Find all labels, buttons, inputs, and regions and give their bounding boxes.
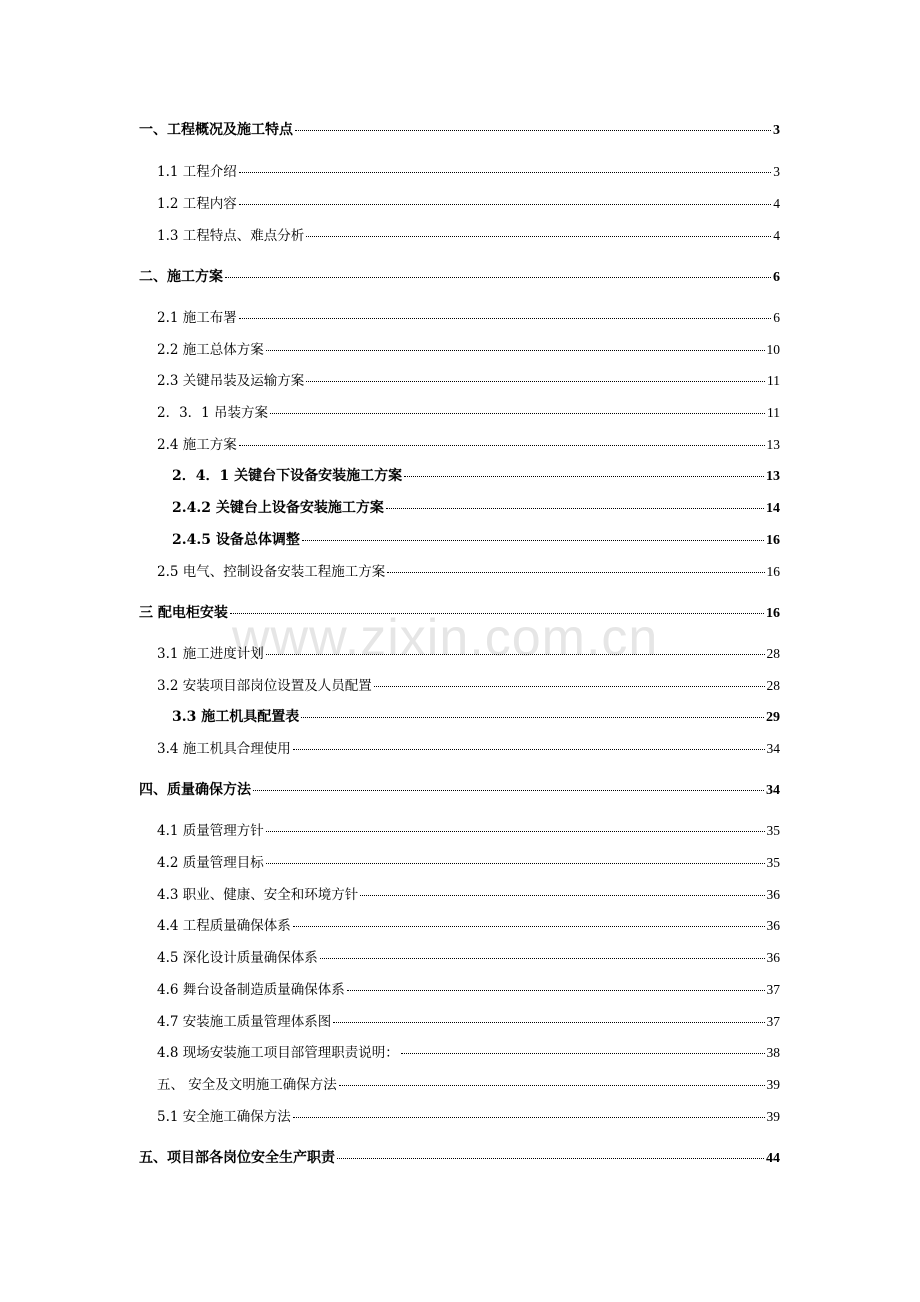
toc-entry-4-3[interactable] — [157, 886, 780, 904]
toc-entry-4-5[interactable] — [157, 949, 780, 967]
dot-leader — [302, 540, 764, 541]
toc-entry-3-2[interactable] — [157, 677, 780, 695]
dot-leader — [230, 613, 764, 614]
toc-entry-label: 4.7 安装施工质量管理体系图 — [157, 1014, 332, 1030]
toc-entry-chapter-5-safety[interactable] — [157, 1076, 780, 1094]
toc-entry-page: 4 — [773, 228, 780, 243]
toc-entry-4-2[interactable] — [157, 854, 780, 872]
toc-entry-label: 3.4 施工机具合理使用 — [157, 741, 291, 757]
dot-leader — [266, 831, 765, 832]
toc-entry-page: 11 — [767, 373, 780, 388]
toc-entry-2-4[interactable] — [157, 436, 780, 454]
toc-entry-2-3-1[interactable] — [157, 404, 780, 422]
toc-entry-page: 37 — [766, 1014, 780, 1029]
toc-entry-2-4-2[interactable] — [172, 499, 780, 518]
toc-entry-label: 2．4．1 关键台下设备安装施工方案 — [172, 468, 403, 484]
toc-entry-page: 29 — [766, 710, 780, 725]
toc-entry-2-4-1[interactable] — [172, 467, 780, 486]
toc-entry-label: 1.2 工程内容 — [157, 196, 237, 212]
toc-entry-page: 35 — [766, 855, 780, 870]
toc-entry-page: 16 — [766, 564, 780, 579]
dot-leader — [360, 895, 764, 896]
dot-leader — [225, 277, 771, 278]
dot-leader — [270, 413, 765, 414]
dot-leader — [239, 204, 771, 205]
toc-entry-label: 一、工程概况及施工特点 — [139, 122, 293, 138]
dot-leader — [293, 926, 765, 927]
toc-entry-label: 四、质量确保方法 — [139, 782, 251, 798]
toc-entry-page: 39 — [766, 1109, 780, 1124]
toc-entry-page: 11 — [767, 405, 780, 420]
toc-entry-page: 44 — [766, 1151, 780, 1166]
dot-leader — [337, 1158, 764, 1159]
toc-entry-page: 36 — [766, 887, 780, 902]
toc-entry-page: 35 — [766, 823, 780, 838]
watermark: www.zixin.com.cn — [232, 609, 659, 667]
dot-leader — [253, 790, 764, 791]
toc-entry-page: 38 — [766, 1045, 780, 1060]
toc-entry-page: 14 — [766, 501, 780, 516]
toc-entry-label: 二、施工方案 — [139, 269, 223, 285]
toc-entry-label: 3.2 安装项目部岗位设置及人员配置 — [157, 678, 372, 694]
toc-entry-page: 37 — [766, 982, 780, 997]
toc-entry-4-4[interactable] — [157, 917, 780, 935]
toc-entry-page: 34 — [766, 741, 780, 756]
dot-leader — [374, 686, 765, 687]
toc-entry-2-1[interactable] — [157, 309, 780, 327]
toc-entry-label: 三 配电柜安装 — [139, 605, 228, 621]
dot-leader — [239, 318, 771, 319]
toc-entry-label: 五、 安全及文明施工确保方法 — [157, 1077, 337, 1093]
toc-entry-4-8[interactable] — [157, 1044, 780, 1062]
dot-leader — [266, 350, 765, 351]
toc-entry-page: 10 — [766, 342, 780, 357]
toc-entry-label: 五、项目部各岗位安全生产职责 — [139, 1150, 335, 1166]
toc-entry-2-5[interactable] — [157, 563, 780, 581]
toc-entry-label: 5.1 安全施工确保方法 — [157, 1109, 291, 1125]
toc-entry-page: 16 — [766, 533, 780, 548]
toc-entry-chapter-2[interactable] — [139, 268, 780, 287]
toc-entry-label: 2.1 施工布署 — [157, 310, 237, 326]
toc-entry-label: 2．3．1 吊装方案 — [157, 405, 269, 421]
dot-leader — [401, 1053, 765, 1054]
toc-entry-page: 28 — [766, 678, 780, 693]
dot-leader — [333, 1022, 764, 1023]
dot-leader — [266, 863, 765, 864]
toc-entry-chapter-3[interactable] — [139, 604, 780, 623]
dot-leader — [239, 172, 771, 173]
toc-entry-label: 4.3 职业、健康、安全和环境方针 — [157, 887, 359, 903]
toc-entry-chapter-5-duties[interactable] — [139, 1149, 780, 1168]
toc-entry-label: 4.8 现场安装施工项目部管理职责说明： — [157, 1045, 399, 1061]
dot-leader — [306, 381, 765, 382]
toc-entry-label: 2.5 电气、控制设备安装工程施工方案 — [157, 564, 386, 580]
dot-leader — [387, 572, 764, 573]
dot-leader — [386, 508, 764, 509]
toc-entry-label: 2.3 关键吊装及运输方案 — [157, 373, 305, 389]
toc-entry-3-4[interactable] — [157, 740, 780, 758]
toc-entry-page: 3 — [773, 164, 780, 179]
toc-entry-1-2[interactable] — [157, 195, 780, 213]
toc-entry-page: 28 — [766, 646, 780, 661]
toc-entry-1-3[interactable] — [157, 227, 780, 245]
dot-leader — [306, 236, 771, 237]
dot-leader — [320, 958, 765, 959]
toc-entry-2-4-5[interactable] — [172, 531, 780, 550]
toc-entry-5-1[interactable] — [157, 1108, 780, 1126]
toc-entry-2-2[interactable] — [157, 341, 780, 359]
dot-leader — [404, 476, 764, 477]
toc-entry-chapter-1[interactable] — [139, 121, 780, 140]
toc-entry-page: 3 — [773, 123, 780, 138]
toc-entry-3-1[interactable] — [157, 645, 780, 663]
toc-entry-label: 3.3 施工机具配置表 — [172, 709, 300, 725]
toc-entry-label: 4.6 舞台设备制造质量确保体系 — [157, 982, 345, 998]
dot-leader — [293, 749, 765, 750]
dot-leader — [347, 990, 765, 991]
toc-entry-page: 34 — [766, 783, 780, 798]
toc-entry-2-3[interactable] — [157, 372, 780, 390]
toc-entry-page: 39 — [766, 1077, 780, 1092]
toc-entry-3-3[interactable] — [172, 708, 780, 727]
toc-entry-label: 1.3 工程特点、难点分析 — [157, 228, 305, 244]
dot-leader — [295, 130, 771, 131]
toc-entry-label: 4.1 质量管理方针 — [157, 823, 264, 839]
dot-leader — [266, 654, 765, 655]
dot-leader — [339, 1085, 765, 1086]
toc-entry-label: 3.1 施工进度计划 — [157, 646, 264, 662]
toc-entry-label: 4.5 深化设计质量确保体系 — [157, 950, 318, 966]
toc-entry-4-7[interactable] — [157, 1013, 780, 1031]
toc-entry-page: 13 — [766, 469, 780, 484]
toc-entry-label: 4.2 质量管理目标 — [157, 855, 264, 871]
toc-entry-page: 4 — [773, 196, 780, 211]
toc-entry-page: 13 — [766, 437, 780, 452]
toc-entry-label: 2.4.2 关键台上设备安装施工方案 — [172, 500, 384, 516]
toc-entry-label: 1.1 工程介绍 — [157, 164, 237, 180]
toc-entry-page: 6 — [773, 310, 780, 325]
toc-entry-4-6[interactable] — [157, 981, 780, 999]
toc-entry-1-1[interactable] — [157, 163, 780, 181]
toc-entry-label: 2.2 施工总体方案 — [157, 342, 264, 358]
toc-entry-page: 36 — [766, 918, 780, 933]
toc-entry-page: 16 — [766, 606, 780, 621]
toc-entry-label: 4.4 工程质量确保体系 — [157, 918, 291, 934]
toc-entry-chapter-4[interactable] — [139, 781, 780, 800]
dot-leader — [293, 1117, 765, 1118]
toc-entry-label: 2.4 施工方案 — [157, 437, 237, 453]
dot-leader — [239, 445, 765, 446]
toc-entry-label: 2.4.5 设备总体调整 — [172, 532, 300, 548]
toc-entry-page: 36 — [766, 950, 780, 965]
toc-entry-4-1[interactable] — [157, 822, 780, 840]
dot-leader — [301, 717, 764, 718]
toc-entry-page: 6 — [773, 270, 780, 285]
